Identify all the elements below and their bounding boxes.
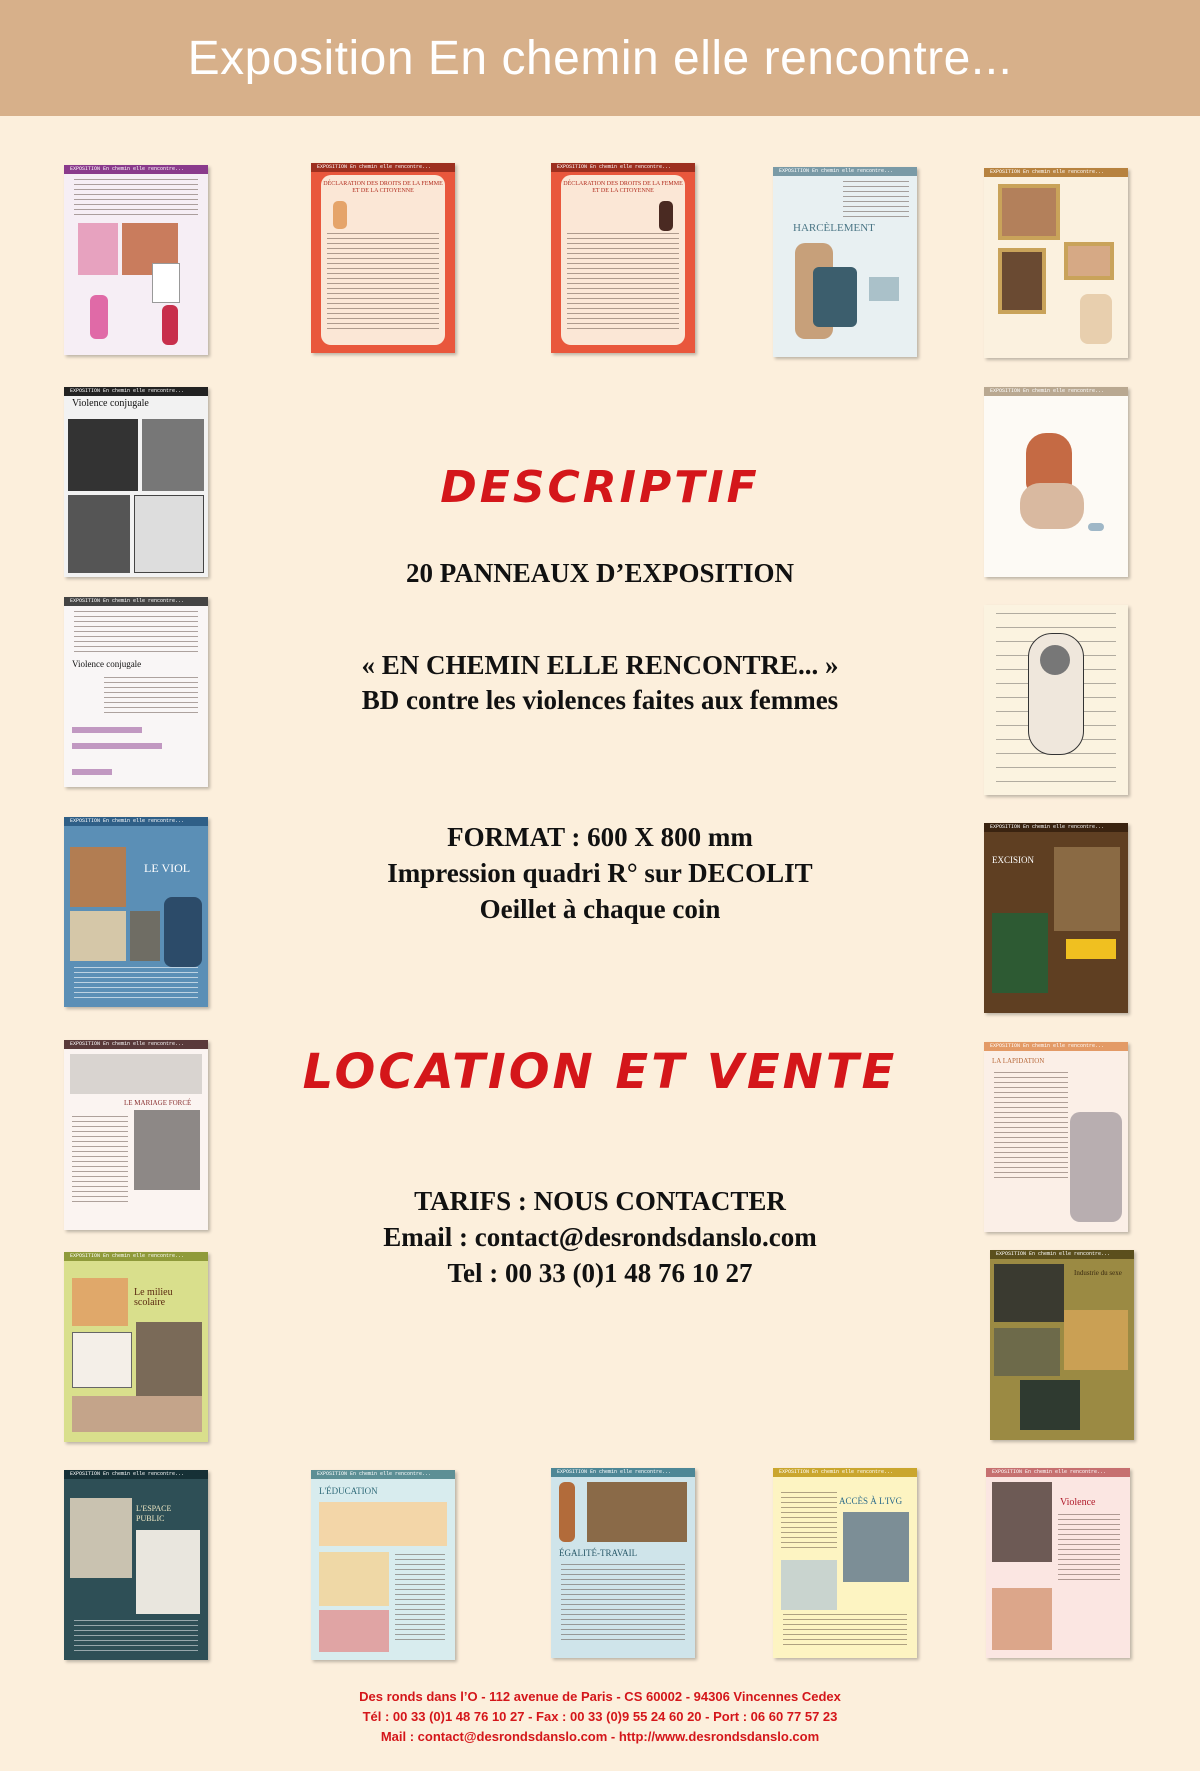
- panel-title: HARCÈLEMENT: [793, 222, 875, 234]
- footer-contact[interactable]: Mail : contact@desrondsdanslo.com - http://www.desrondsdanslo.com: [380, 1729, 820, 1744]
- panel-header-bar: EXPOSITION En chemin elle rencontre...: [984, 168, 1128, 177]
- panel-thumbnail[interactable]: [986, 1468, 1130, 1658]
- panel-thumbnail[interactable]: [551, 1468, 695, 1658]
- descriptif-heading: DESCRIPTIF: [440, 462, 760, 513]
- panel-thumbnail[interactable]: [64, 1252, 208, 1442]
- panel-header-bar: EXPOSITION En chemin elle rencontre...: [64, 165, 208, 174]
- panel-title: Violence conjugale: [72, 659, 142, 669]
- panel-thumbnail[interactable]: [984, 1042, 1128, 1232]
- panel-thumbnail[interactable]: [64, 1040, 208, 1230]
- panel-title: Industrie du sexe: [1074, 1269, 1122, 1277]
- panel-thumbnail[interactable]: [984, 605, 1128, 795]
- panel-header-bar: EXPOSITION En chemin elle rencontre...: [984, 387, 1128, 396]
- panel-thumbnail[interactable]: [64, 1470, 208, 1660]
- panel-title: LA LAPIDATION: [992, 1057, 1045, 1065]
- footer-phone: Tél : 00 33 (0)1 48 76 10 27 - Fax : 00 33 (0)9 55 24 60 20 - Port : 06 60 77 57 23: [362, 1709, 838, 1724]
- impression-text: Impression quadri R° sur DECOLIT: [387, 858, 813, 888]
- panel-title: L'ESPACE PUBLIC: [136, 1504, 172, 1523]
- tarifs-text: TARIFS : NOUS CONTACTER: [414, 1186, 786, 1216]
- panel-title: DÉCLARATION DES DROITS DE LA FEMME ET DE LA CITOYENNE: [323, 181, 443, 194]
- panel-thumbnail[interactable]: [311, 163, 455, 353]
- panel-header-bar: EXPOSITION En chemin elle rencontre...: [551, 163, 695, 172]
- title-quote: « EN CHEMIN ELLE RENCONTRE... »: [361, 650, 839, 680]
- panel-header-bar: EXPOSITION En chemin elle rencontre...: [773, 1468, 917, 1477]
- panel-title: Le milieu scolaire: [134, 1287, 173, 1308]
- panel-header-bar: EXPOSITION En chemin elle rencontre...: [984, 1042, 1128, 1051]
- panel-header-bar: EXPOSITION En chemin elle rencontre...: [64, 1040, 208, 1049]
- panel-thumbnail[interactable]: [64, 387, 208, 577]
- panel-thumbnail[interactable]: [64, 165, 208, 355]
- panel-header-bar: EXPOSITION En chemin elle rencontre...: [311, 163, 455, 172]
- panel-title: LE MARIAGE FORCÉ: [124, 1099, 192, 1107]
- panel-title: LE VIOL: [144, 861, 191, 875]
- panel-thumbnail[interactable]: [990, 1250, 1134, 1440]
- panel-title: EXCISION: [992, 855, 1034, 865]
- panel-title: Violence: [1060, 1497, 1096, 1508]
- panel-thumbnail[interactable]: [984, 168, 1128, 358]
- location-heading: LOCATION ET VENTE: [302, 1044, 898, 1100]
- panel-header-bar: EXPOSITION En chemin elle rencontre...: [64, 387, 208, 396]
- panel-header-bar: EXPOSITION En chemin elle rencontre...: [551, 1468, 695, 1477]
- panel-header-bar: EXPOSITION En chemin elle rencontre...: [990, 1250, 1134, 1259]
- panel-thumbnail[interactable]: [773, 167, 917, 357]
- panel-title: Violence conjugale: [72, 398, 149, 409]
- panel-title: L'ÉDUCATION: [319, 1486, 378, 1496]
- panel-header-bar: EXPOSITION En chemin elle rencontre...: [64, 597, 208, 606]
- panel-thumbnail[interactable]: [773, 1468, 917, 1658]
- panel-thumbnail[interactable]: [64, 597, 208, 787]
- phone-text[interactable]: Tel : 00 33 (0)1 48 76 10 27: [447, 1258, 753, 1288]
- panel-title: ÉGALITÉ-TRAVAIL: [559, 1548, 638, 1558]
- panel-header-bar: EXPOSITION En chemin elle rencontre...: [64, 1252, 208, 1261]
- panneaux-text: 20 PANNEAUX D’EXPOSITION: [405, 558, 795, 588]
- panel-thumbnail[interactable]: [984, 387, 1128, 577]
- panel-header-bar: EXPOSITION En chemin elle rencontre...: [311, 1470, 455, 1479]
- footer-address: Des ronds dans l’O - 112 avenue de Paris - CS 60002 - 94306 Vincennes Cedex: [359, 1689, 841, 1704]
- panel-title: DÉCLARATION DES DROITS DE LA FEMME ET DE LA CITOYENNE: [563, 181, 683, 194]
- panel-header-bar: EXPOSITION En chemin elle rencontre...: [64, 817, 208, 826]
- panel-header-bar: EXPOSITION En chemin elle rencontre...: [986, 1468, 1130, 1477]
- panel-thumbnail[interactable]: [551, 163, 695, 353]
- panel-title: ACCÈS À L'IVG: [839, 1496, 903, 1506]
- panel-thumbnail[interactable]: [984, 823, 1128, 1013]
- subtitle-text: BD contre les violences faites aux femmes: [361, 685, 839, 715]
- page-title: Exposition En chemin elle rencontre...: [187, 31, 1013, 85]
- panel-thumbnail[interactable]: [64, 817, 208, 1007]
- format-text: FORMAT : 600 X 800 mm: [447, 822, 753, 852]
- email-text[interactable]: Email : contact@desrondsdanslo.com: [383, 1222, 817, 1252]
- oeillet-text: Oeillet à chaque coin: [479, 894, 721, 924]
- panel-header-bar: EXPOSITION En chemin elle rencontre...: [773, 167, 917, 176]
- panel-header-bar: EXPOSITION En chemin elle rencontre...: [64, 1470, 208, 1479]
- panel-thumbnail[interactable]: [311, 1470, 455, 1660]
- panel-header-bar: EXPOSITION En chemin elle rencontre...: [984, 823, 1128, 832]
